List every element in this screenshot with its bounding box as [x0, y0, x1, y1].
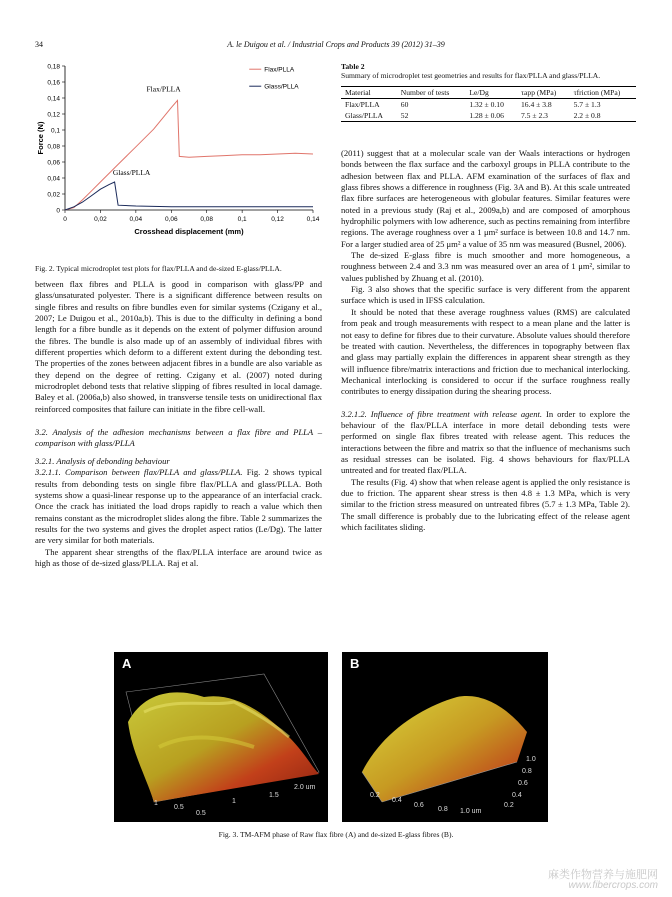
subsection-heading: 3.2.1.1. Comparison between flax/PLLA and glass/PLLA. — [35, 467, 243, 478]
x-tick-label: 0,12 — [271, 216, 284, 223]
paragraph: (2011) suggest that at a molecular scale van der Waals interactions or hydrogen bonds between the flax surface and the carboxyl groups in PLLA contribute to the adhesion between flax and PLLA. AFM examination of the surfaces of flax and glass fibres shows a difference in roughness (Fig. 3A and B). At this scale untreated flax fibre surfaces are heterogeneous with globular features. Similar features were noted in a previous study (Raj et al., 2009a,b) and are composed of amorphous hydrophilic polymers with low adherence, such as pectins remaining from interfibre regions. The average roughness over a 1 μm² surface is between 10.8 and 14.7 nm. For a larger studied area of 25 μm² a value of 35 nm was measured (Busnel, 2006). — [341, 148, 630, 249]
axis-tick: 1 — [232, 798, 236, 805]
x-tick-label: 0,04 — [129, 216, 143, 223]
left-column — [35, 279, 322, 569]
y-tick-label: 0,04 — [47, 175, 60, 183]
legend-label: Glass/PLLA — [264, 83, 299, 91]
axis-tick: 0.5 — [174, 804, 184, 811]
series-line-flax-plla — [65, 100, 313, 210]
table-cell: 52 — [400, 111, 409, 120]
axis-tick: 0.8 — [438, 806, 448, 813]
axis-tick: 2.0 um — [294, 784, 316, 791]
section-heading-3-2-1: 3.2.1. Analysis of debonding behaviour — [35, 455, 170, 466]
y-tick-label: 0,14 — [47, 95, 60, 103]
paragraph: Fig. 3 also shows that the specific surface is very different from the apparent surface which is used in IFSS calculation. — [341, 284, 630, 306]
afm-panel-a — [114, 652, 328, 822]
y-tick-label: 0,06 — [47, 159, 60, 167]
y-tick-label: 0,1 — [50, 127, 60, 135]
y-tick-label: 0,02 — [47, 191, 60, 199]
x-tick-label: 0,14 — [306, 216, 320, 223]
table-header: Material — [345, 88, 371, 97]
table-cell: 5.7 ± 1.3 — [573, 100, 601, 109]
right-column — [341, 148, 630, 533]
paragraph — [35, 467, 322, 546]
section-heading-3-2: 3.2. Analysis of the adhesion mechanisms between a flax fibre and PLLA – comparison with glass/PLLA — [35, 427, 322, 449]
y-tick-label: 0 — [56, 207, 60, 215]
afm-panel-b — [342, 652, 548, 822]
annotation-flax: Flax/PLLA — [146, 84, 181, 94]
paragraph: It should be noted that these average roughness values (RMS) are calculated from peak and trough measurements with respect to a mean plane and the latter is not easy to define for fibres due to their curvature. Absolute values should therefore be treated with caution. Nevertheless, the differences in topography between flax and glass may partially explain the differences in apparent shear strength as they will influence fibre/matrix interactions and friction due to mechanical interlocking. Mechanical interlocking is considered to occur if the surface roughness really contributes to energy dissipation during the shearing process. — [341, 306, 630, 397]
table-2-caption: Summary of microdroplet test geometries and results for flax/PLLA and glass/PLLA. — [341, 71, 601, 80]
axis-tick: 0.2 — [370, 792, 380, 799]
subsection-heading: 3.2.1.2. Influence of fibre treatment with release agent. — [341, 408, 543, 419]
axis-tick: 1 — [154, 800, 158, 807]
table-cell: Flax/PLLA — [345, 100, 380, 109]
figure-2-caption: Fig. 2. Typical microdroplet test plots for flax/PLLA and de-sized E-glass/PLLA. — [35, 264, 282, 273]
table-2-label: Table 2 — [341, 62, 365, 71]
afm-surface-a-image — [114, 652, 328, 822]
table-cell: 2.2 ± 0.8 — [573, 111, 601, 120]
watermark-cn: 麻类作物营养与施肥网 — [548, 868, 658, 881]
axis-tick: 0.2 — [504, 802, 514, 809]
table-header: Le/Dg — [469, 88, 489, 97]
x-tick-label: 0,02 — [94, 216, 107, 223]
panel-label-a: A — [122, 656, 132, 671]
paragraph: between flax fibres and PLLA is good in comparison with glass/PP and glass/unsaturated polyester. There is a significant difference between results on single fibres and results on fibre bundles even for similar systems (Czigany et al., 2007; Le Duigou et al., 2010a,b). This is due to the difficulty in defining a bond length for a fibre bundle as it depends on the extent of polymer diffusion around the fibres. The bundle is also made up of an assembly of individual fibres with different properties which deform to a different extent during the debonding test. The properties of the zones between adjacent fibres in a bundle are also variable as they depend on the degree of retting. Czigany et al. (2007) noted during microdroplet debond tests that relative slipping of fibres resulted in local damage. Baley et al. (2006a,b) also showed, in transverse tensile tests on unidirectional flax reinforced composites that failure can initiate in the fibre cell-wall. — [35, 279, 322, 414]
table-header: τfriction (MPa) — [573, 88, 621, 97]
table-row — [341, 110, 636, 122]
table-header: τapp (MPa) — [520, 88, 557, 97]
figure-2-chart — [35, 58, 335, 258]
paragraph: The apparent shear strengths of the flax/PLLA interface are around twice as high as those of de-sized glass/PLLA. Raj et al. — [35, 546, 322, 568]
table-cell: 1.28 ± 0.06 — [469, 111, 504, 120]
x-tick-label: 0,06 — [164, 216, 178, 223]
table-cell: 7.5 ± 2.3 — [520, 111, 548, 120]
axis-tick: 0.8 — [522, 768, 532, 775]
paragraph: The de-sized E-glass fibre is much smoother and more homogeneous, a roughness between 2.4 and 3.3 nm was measured over an area of 1 μm², similar to values published by Zhuang et al. (2010). — [341, 250, 630, 283]
axis-tick: 1.0 um — [460, 808, 482, 815]
axis-tick: 0.6 — [414, 802, 424, 809]
paragraph-text: Fig. 2 shows typical results from debonding tests on single fibre flax/PLLA and glass/PLLA. Both systems show a quasi-linear response up to the appearance of an interfacial crack. Once the crack has initiated the load drops rapidly to reach a value which then remains constant as the microdroplet slides along the fibre. Table 2 summarizes the results for the two systems and gives the droplet aspect ratios (Le/Dg). The latter are very similar for both materials. — [35, 467, 322, 546]
page-number: 34 — [35, 40, 43, 49]
panel-label-b: B — [350, 656, 360, 671]
table-header: Number of tests — [400, 88, 450, 97]
axis-tick: 0.4 — [512, 792, 522, 799]
series-line-glass-plla — [65, 182, 313, 210]
table-row — [341, 99, 636, 111]
figure-3-caption: Fig. 3. TM-AFM phase of Raw flax fibre (A) and de-sized E-glass fibres (B). — [218, 830, 454, 839]
paragraph — [341, 409, 630, 477]
annotation-glass: Glass/PLLA — [112, 167, 151, 177]
axis-tick: 0.4 — [392, 797, 402, 804]
table-cell: 60 — [400, 100, 409, 109]
axis-tick: 1.5 — [269, 792, 279, 799]
watermark-url: www.fibercrops.com — [568, 880, 658, 891]
x-tick-label: 0,1 — [237, 216, 247, 223]
table-2-grid — [341, 86, 636, 122]
paragraph-text: In order to explore the behaviour of the flax/PLLA interface in more detail debonding tests were performed on single flax fibres treated with release agent. This reduces the interactions between the fibre and matrix so that the influence of mechanisms such as residual stresses can be isolated. Fig. 4 shows behaviours for flax/PLLA untreated and for treated flax/PLLA. — [341, 408, 630, 476]
x-axis-title: Crosshead displacement (mm) — [134, 227, 244, 236]
axis-tick: 0.6 — [518, 780, 528, 787]
table-cell: 16.4 ± 3.8 — [520, 100, 552, 109]
paragraph: The results (Fig. 4) show that when release agent is applied the only resistance is due to friction. The apparent shear stress is then 4.8 ± 1.3 MPa, which is very similar to the friction stress measured on untreated fibres (5.7 ± 1.3 MPa, Table 2). The small difference is probably due to the lubricating effect of the release agent which facilitates sliding. — [341, 476, 630, 532]
running-title: A. le Duigou et al. / Industrial Crops and Products 39 (2012) 31–39 — [227, 40, 445, 49]
y-tick-label: 0,12 — [47, 111, 60, 119]
legend-label: Flax/PLLA — [264, 66, 295, 74]
table-cell: Glass/PLLA — [345, 111, 383, 120]
table-2 — [341, 62, 641, 122]
y-tick-label: 0,08 — [47, 143, 60, 151]
x-tick-label: 0 — [63, 216, 67, 223]
table-cell: 1.32 ± 0.10 — [469, 100, 504, 109]
y-axis-title: Force (N) — [36, 121, 45, 155]
y-tick-label: 0,16 — [47, 79, 60, 87]
y-tick-label: 0,18 — [47, 63, 60, 71]
x-tick-label: 0,08 — [200, 216, 214, 223]
axis-tick: 0.5 — [196, 810, 206, 817]
axis-tick: 1.0 — [526, 756, 536, 763]
